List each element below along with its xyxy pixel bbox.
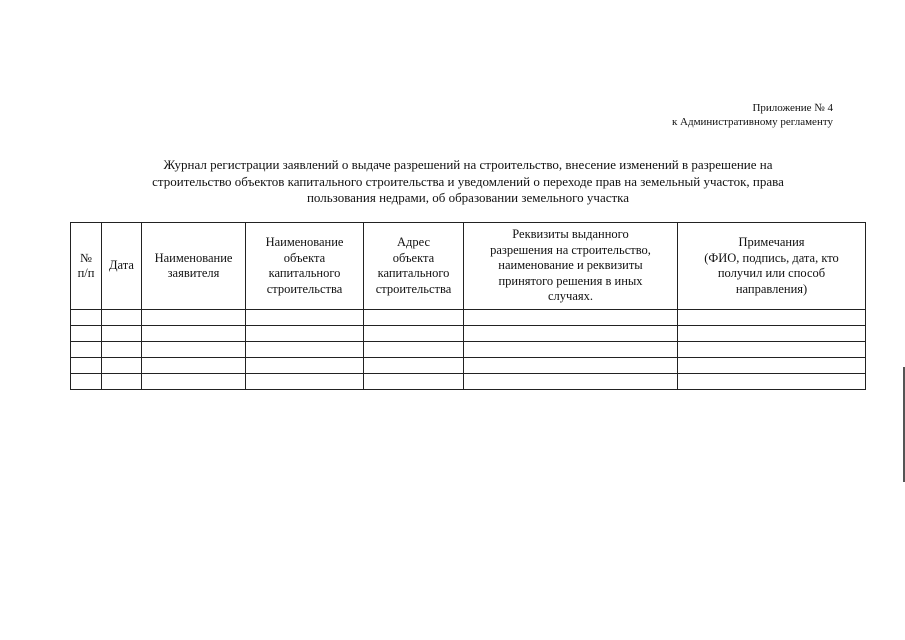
- table-row: [71, 374, 866, 390]
- table-cell: [464, 310, 678, 326]
- table-cell: [464, 342, 678, 358]
- table-cell: [71, 358, 102, 374]
- table-row: [71, 358, 866, 374]
- table-cell: [464, 358, 678, 374]
- table-cell: [102, 342, 142, 358]
- table-cell: [102, 358, 142, 374]
- appendix-note: [672, 101, 833, 129]
- table-cell: [142, 342, 246, 358]
- table-cell: [102, 310, 142, 326]
- journal-title: [70, 157, 866, 207]
- table-row: [71, 310, 866, 326]
- table-cell: [464, 326, 678, 342]
- table-cell: [71, 374, 102, 390]
- table-cell: [142, 358, 246, 374]
- table-cell: [142, 310, 246, 326]
- table-row: [71, 326, 866, 342]
- table-cell: [71, 310, 102, 326]
- table-cell: [246, 374, 364, 390]
- appendix-reference: к Административному регламенту: [671, 116, 833, 128]
- title-line-1: Журнал регистрации заявлений о выдаче разрешений на строительство, внесение изменений в разрешение на: [163, 157, 773, 172]
- table-cell: [364, 374, 464, 390]
- table-cell: [678, 310, 866, 326]
- appendix-number: Приложение № 4: [752, 102, 833, 114]
- table-cell: [246, 358, 364, 374]
- table-cell: [246, 342, 364, 358]
- title-line-2: строительство объектов капитального строительства и уведомлений о переходе прав на земельный участок, права: [152, 173, 784, 189]
- table-cell: [678, 374, 866, 390]
- table-cell: [71, 326, 102, 342]
- table-cell: [364, 326, 464, 342]
- header-date: Дата: [102, 223, 142, 310]
- registration-journal-table: [70, 222, 866, 390]
- title-line-3: пользования недрами, об образовании земельного участка: [306, 190, 630, 205]
- header-permit-details: Реквизиты выданного разрешения на строительство, наименование и реквизиты принятого решения в иных случаях.: [464, 223, 678, 310]
- table-cell: [102, 326, 142, 342]
- header-notes: Примечания (ФИО, подпись, дата, кто получил или способ направления): [678, 223, 866, 310]
- table-row: [71, 342, 866, 358]
- table-cell: [364, 358, 464, 374]
- header-object-name: Наименование объекта капитального строительства: [246, 223, 364, 310]
- table-cell: [364, 342, 464, 358]
- table-cell: [678, 342, 866, 358]
- table-header-row: [71, 223, 866, 310]
- table-cell: [142, 374, 246, 390]
- table-cell: [71, 342, 102, 358]
- table-cell: [246, 310, 364, 326]
- header-applicant-name: Наименование заявителя: [142, 223, 246, 310]
- header-object-address: Адрес объекта капитального строительства: [364, 223, 464, 310]
- table-body: [71, 310, 866, 390]
- table-cell: [246, 326, 364, 342]
- table-cell: [464, 374, 678, 390]
- table-cell: [678, 326, 866, 342]
- header-number: № п/п: [71, 223, 102, 310]
- table-cell: [678, 358, 866, 374]
- table-cell: [102, 374, 142, 390]
- table-cell: [142, 326, 246, 342]
- table-cell: [364, 310, 464, 326]
